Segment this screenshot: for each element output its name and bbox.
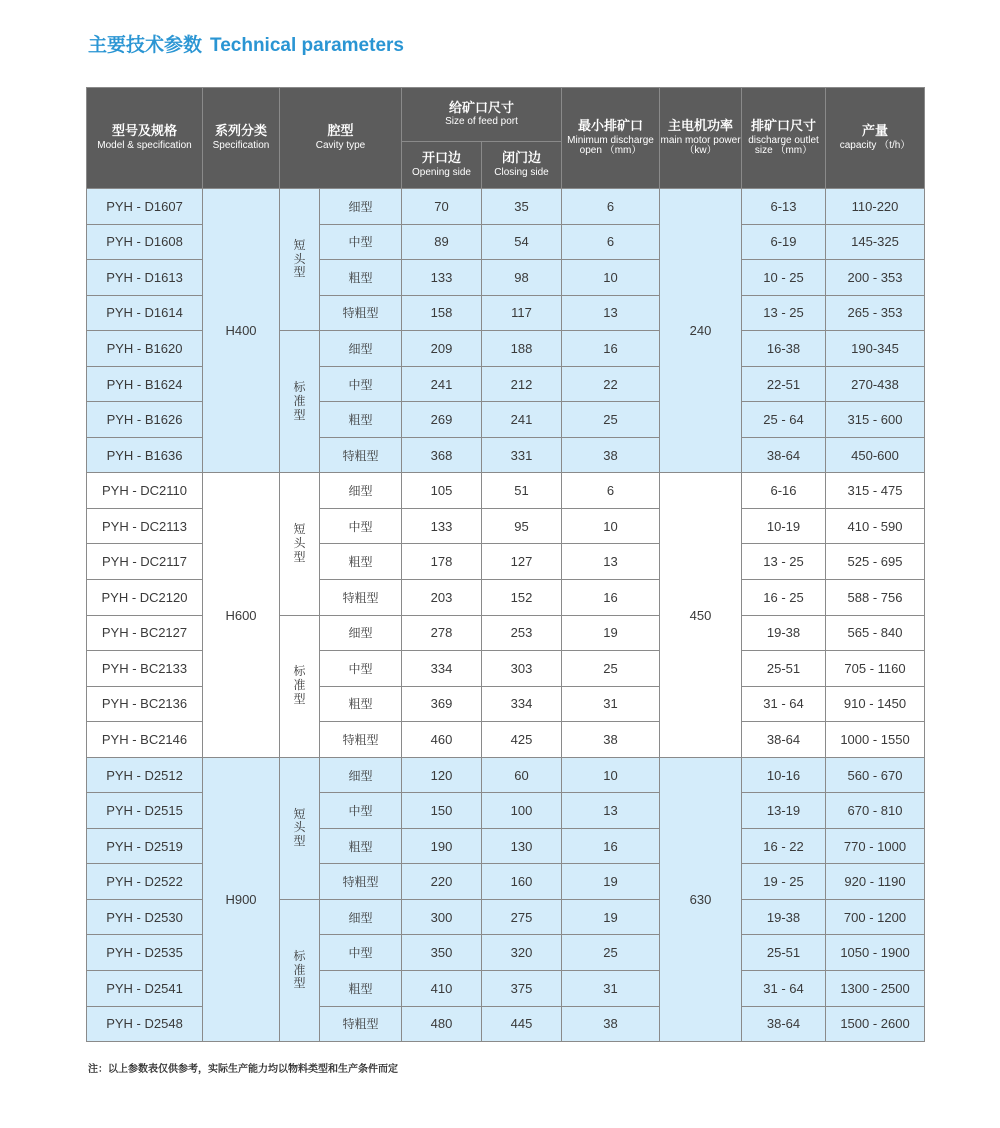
closing-side-cell: 275 bbox=[482, 899, 562, 935]
min-discharge-cell: 31 bbox=[562, 686, 660, 722]
capacity-cell: 700 - 1200 bbox=[826, 899, 925, 935]
capacity-cell: 145-325 bbox=[826, 224, 925, 260]
opening-side-cell: 209 bbox=[402, 331, 482, 367]
opening-side-cell: 220 bbox=[402, 864, 482, 900]
page-title bbox=[88, 30, 404, 57]
capacity-cell: 315 - 600 bbox=[826, 402, 925, 438]
opening-side-cell: 350 bbox=[402, 935, 482, 971]
specification-cell: H900 bbox=[203, 757, 280, 1041]
min-discharge-cell: 31 bbox=[562, 971, 660, 1007]
min-discharge-cell: 16 bbox=[562, 580, 660, 616]
table-row bbox=[87, 757, 925, 793]
model-cell: PYH - D2512 bbox=[87, 757, 203, 793]
min-discharge-cell: 19 bbox=[562, 864, 660, 900]
min-discharge-cell: 25 bbox=[562, 935, 660, 971]
page-title-zh: 主要技术参数 bbox=[88, 34, 203, 56]
cavity-type-cell: 特粗型 bbox=[320, 1006, 402, 1042]
outlet-size-cell: 10-19 bbox=[742, 508, 826, 544]
opening-side-cell: 410 bbox=[402, 971, 482, 1007]
opening-side-cell: 241 bbox=[402, 366, 482, 402]
model-cell: PYH - BC2136 bbox=[87, 686, 203, 722]
min-discharge-cell: 38 bbox=[562, 1006, 660, 1042]
outlet-size-cell: 31 - 64 bbox=[742, 686, 826, 722]
closing-side-cell: 35 bbox=[482, 189, 562, 225]
capacity-cell: 1050 - 1900 bbox=[826, 935, 925, 971]
header-closing-side: 闭门边 Closing side bbox=[482, 142, 562, 189]
closing-side-cell: 188 bbox=[482, 331, 562, 367]
cavity-group-cell bbox=[280, 757, 320, 899]
cavity-type-cell: 中型 bbox=[320, 793, 402, 829]
closing-side-cell: 152 bbox=[482, 580, 562, 616]
model-cell: PYH - B1626 bbox=[87, 402, 203, 438]
capacity-cell: 1500 - 2600 bbox=[826, 1006, 925, 1042]
capacity-cell: 200 - 353 bbox=[826, 260, 925, 296]
capacity-cell: 270-438 bbox=[826, 366, 925, 402]
min-discharge-cell: 16 bbox=[562, 828, 660, 864]
opening-side-cell: 190 bbox=[402, 828, 482, 864]
specification-cell: H400 bbox=[203, 189, 280, 473]
cavity-group-cell bbox=[280, 189, 320, 331]
outlet-size-cell: 16 - 25 bbox=[742, 580, 826, 616]
cavity-group-label: 短头型 bbox=[293, 237, 306, 280]
min-discharge-cell: 25 bbox=[562, 651, 660, 687]
closing-side-cell: 425 bbox=[482, 722, 562, 758]
opening-side-cell: 300 bbox=[402, 899, 482, 935]
model-cell: PYH - DC2113 bbox=[87, 508, 203, 544]
capacity-cell: 1300 - 2500 bbox=[826, 971, 925, 1007]
min-discharge-cell: 13 bbox=[562, 793, 660, 829]
model-cell: PYH - D2548 bbox=[87, 1006, 203, 1042]
cavity-type-cell: 细型 bbox=[320, 189, 402, 225]
cavity-group-label: 标准型 bbox=[293, 664, 306, 707]
cavity-group-label: 标准型 bbox=[293, 380, 306, 422]
cavity-type-cell: 中型 bbox=[320, 366, 402, 402]
cavity-type-cell: 特粗型 bbox=[320, 580, 402, 616]
opening-side-cell: 368 bbox=[402, 437, 482, 473]
model-cell: PYH - DC2110 bbox=[87, 473, 203, 509]
header-capacity: 产量 capacity （t/h） bbox=[826, 88, 925, 189]
cavity-type-cell: 细型 bbox=[320, 331, 402, 367]
closing-side-cell: 117 bbox=[482, 295, 562, 331]
technical-parameters-table bbox=[86, 87, 925, 1042]
header-min-discharge: 最小排矿口 Minimum discharge open （mm） bbox=[562, 88, 660, 189]
specification-cell: H600 bbox=[203, 473, 280, 757]
capacity-cell: 315 - 475 bbox=[826, 473, 925, 509]
opening-side-cell: 269 bbox=[402, 402, 482, 438]
outlet-size-cell: 38-64 bbox=[742, 722, 826, 758]
capacity-cell: 705 - 1160 bbox=[826, 651, 925, 687]
cavity-group-label: 短头型 bbox=[293, 522, 306, 564]
cavity-group-cell bbox=[280, 899, 320, 1041]
min-discharge-cell: 38 bbox=[562, 437, 660, 473]
opening-side-cell: 133 bbox=[402, 260, 482, 296]
cavity-type-cell: 细型 bbox=[320, 615, 402, 651]
motor-power-cell: 240 bbox=[660, 189, 742, 473]
capacity-cell: 110-220 bbox=[826, 189, 925, 225]
min-discharge-cell: 13 bbox=[562, 544, 660, 580]
capacity-cell: 910 - 1450 bbox=[826, 686, 925, 722]
capacity-cell: 410 - 590 bbox=[826, 508, 925, 544]
min-discharge-cell: 13 bbox=[562, 295, 660, 331]
model-cell: PYH - D2530 bbox=[87, 899, 203, 935]
model-cell: PYH - D1608 bbox=[87, 224, 203, 260]
motor-power-cell: 450 bbox=[660, 473, 742, 757]
outlet-size-cell: 38-64 bbox=[742, 1006, 826, 1042]
outlet-size-cell: 19 - 25 bbox=[742, 864, 826, 900]
min-discharge-cell: 10 bbox=[562, 508, 660, 544]
closing-side-cell: 98 bbox=[482, 260, 562, 296]
opening-side-cell: 105 bbox=[402, 473, 482, 509]
outlet-size-cell: 19-38 bbox=[742, 899, 826, 935]
closing-side-cell: 303 bbox=[482, 651, 562, 687]
header-specification: 系列分类 Specification bbox=[203, 88, 280, 189]
outlet-size-cell: 25-51 bbox=[742, 935, 826, 971]
header-motor-power: 主电机功率 main motor power （kw） bbox=[660, 88, 742, 189]
model-cell: PYH - BC2133 bbox=[87, 651, 203, 687]
outlet-size-cell: 10-16 bbox=[742, 757, 826, 793]
outlet-size-cell: 6-16 bbox=[742, 473, 826, 509]
closing-side-cell: 334 bbox=[482, 686, 562, 722]
header-opening-side: 开口边 Opening side bbox=[402, 142, 482, 189]
capacity-cell: 450-600 bbox=[826, 437, 925, 473]
min-discharge-cell: 19 bbox=[562, 615, 660, 651]
capacity-cell: 560 - 670 bbox=[826, 757, 925, 793]
model-cell: PYH - DC2120 bbox=[87, 580, 203, 616]
closing-side-cell: 445 bbox=[482, 1006, 562, 1042]
model-cell: PYH - D2522 bbox=[87, 864, 203, 900]
min-discharge-cell: 16 bbox=[562, 331, 660, 367]
model-cell: PYH - B1636 bbox=[87, 437, 203, 473]
outlet-size-cell: 13 - 25 bbox=[742, 295, 826, 331]
model-cell: PYH - B1620 bbox=[87, 331, 203, 367]
closing-side-cell: 60 bbox=[482, 757, 562, 793]
header-outlet-size: 排矿口尺寸 discharge outlet size （mm） bbox=[742, 88, 826, 189]
outlet-size-cell: 31 - 64 bbox=[742, 971, 826, 1007]
model-cell: PYH - D1607 bbox=[87, 189, 203, 225]
capacity-cell: 588 - 756 bbox=[826, 580, 925, 616]
model-cell: PYH - D2541 bbox=[87, 971, 203, 1007]
cavity-group-label: 短头型 bbox=[293, 806, 306, 849]
header-feed-port: 给矿口尺寸 Size of feed port bbox=[402, 88, 562, 142]
outlet-size-cell: 25-51 bbox=[742, 651, 826, 687]
capacity-cell: 770 - 1000 bbox=[826, 828, 925, 864]
cavity-type-cell: 特粗型 bbox=[320, 295, 402, 331]
outlet-size-cell: 13 - 25 bbox=[742, 544, 826, 580]
min-discharge-cell: 10 bbox=[562, 757, 660, 793]
outlet-size-cell: 13-19 bbox=[742, 793, 826, 829]
min-discharge-cell: 6 bbox=[562, 473, 660, 509]
model-cell: PYH - B1624 bbox=[87, 366, 203, 402]
opening-side-cell: 460 bbox=[402, 722, 482, 758]
outlet-size-cell: 6-13 bbox=[742, 189, 826, 225]
model-cell: PYH - D2519 bbox=[87, 828, 203, 864]
opening-side-cell: 203 bbox=[402, 580, 482, 616]
capacity-cell: 190-345 bbox=[826, 331, 925, 367]
header-model: 型号及规格 Model & specification bbox=[87, 88, 203, 189]
model-cell: PYH - D1614 bbox=[87, 295, 203, 331]
cavity-type-cell: 细型 bbox=[320, 473, 402, 509]
cavity-group-label: 标准型 bbox=[293, 948, 306, 991]
opening-side-cell: 89 bbox=[402, 224, 482, 260]
cavity-type-cell: 粗型 bbox=[320, 828, 402, 864]
outlet-size-cell: 10 - 25 bbox=[742, 260, 826, 296]
closing-side-cell: 130 bbox=[482, 828, 562, 864]
min-discharge-cell: 19 bbox=[562, 899, 660, 935]
cavity-type-cell: 中型 bbox=[320, 935, 402, 971]
opening-side-cell: 158 bbox=[402, 295, 482, 331]
closing-side-cell: 100 bbox=[482, 793, 562, 829]
cavity-type-cell: 中型 bbox=[320, 224, 402, 260]
cavity-type-cell: 特粗型 bbox=[320, 437, 402, 473]
capacity-cell: 1000 - 1550 bbox=[826, 722, 925, 758]
model-cell: PYH - D1613 bbox=[87, 260, 203, 296]
min-discharge-cell: 6 bbox=[562, 189, 660, 225]
closing-side-cell: 127 bbox=[482, 544, 562, 580]
page-title-en: Technical parameters bbox=[210, 35, 404, 56]
outlet-size-cell: 16-38 bbox=[742, 331, 826, 367]
cavity-type-cell: 粗型 bbox=[320, 260, 402, 296]
closing-side-cell: 212 bbox=[482, 366, 562, 402]
closing-side-cell: 375 bbox=[482, 971, 562, 1007]
opening-side-cell: 178 bbox=[402, 544, 482, 580]
cavity-type-cell: 细型 bbox=[320, 757, 402, 793]
capacity-cell: 920 - 1190 bbox=[826, 864, 925, 900]
outlet-size-cell: 25 - 64 bbox=[742, 402, 826, 438]
opening-side-cell: 133 bbox=[402, 508, 482, 544]
outlet-size-cell: 22-51 bbox=[742, 366, 826, 402]
closing-side-cell: 241 bbox=[482, 402, 562, 438]
min-discharge-cell: 6 bbox=[562, 224, 660, 260]
cavity-type-cell: 细型 bbox=[320, 899, 402, 935]
min-discharge-cell: 25 bbox=[562, 402, 660, 438]
model-cell: PYH - BC2146 bbox=[87, 722, 203, 758]
capacity-cell: 565 - 840 bbox=[826, 615, 925, 651]
closing-side-cell: 51 bbox=[482, 473, 562, 509]
outlet-size-cell: 6-19 bbox=[742, 224, 826, 260]
min-discharge-cell: 10 bbox=[562, 260, 660, 296]
min-discharge-cell: 38 bbox=[562, 722, 660, 758]
capacity-cell: 670 - 810 bbox=[826, 793, 925, 829]
closing-side-cell: 320 bbox=[482, 935, 562, 971]
capacity-cell: 265 - 353 bbox=[826, 295, 925, 331]
table-body bbox=[87, 189, 925, 1042]
capacity-cell: 525 - 695 bbox=[826, 544, 925, 580]
opening-side-cell: 70 bbox=[402, 189, 482, 225]
cavity-type-cell: 粗型 bbox=[320, 544, 402, 580]
opening-side-cell: 334 bbox=[402, 651, 482, 687]
outlet-size-cell: 19-38 bbox=[742, 615, 826, 651]
footnote: 注：以上参数表仅供参考，实际生产能力均以物料类型和生产条件而定 bbox=[88, 1064, 398, 1075]
model-cell: PYH - D2515 bbox=[87, 793, 203, 829]
closing-side-cell: 160 bbox=[482, 864, 562, 900]
opening-side-cell: 369 bbox=[402, 686, 482, 722]
outlet-size-cell: 16 - 22 bbox=[742, 828, 826, 864]
min-discharge-cell: 22 bbox=[562, 366, 660, 402]
motor-power-cell: 630 bbox=[660, 757, 742, 1041]
cavity-type-cell: 粗型 bbox=[320, 971, 402, 1007]
cavity-type-cell: 粗型 bbox=[320, 402, 402, 438]
header-cavity: 腔型 Cavity type bbox=[280, 88, 402, 189]
cavity-type-cell: 特粗型 bbox=[320, 722, 402, 758]
opening-side-cell: 150 bbox=[402, 793, 482, 829]
cavity-type-cell: 中型 bbox=[320, 651, 402, 687]
cavity-type-cell: 特粗型 bbox=[320, 864, 402, 900]
model-cell: PYH - BC2127 bbox=[87, 615, 203, 651]
cavity-group-cell bbox=[280, 615, 320, 757]
model-cell: PYH - D2535 bbox=[87, 935, 203, 971]
opening-side-cell: 480 bbox=[402, 1006, 482, 1042]
outlet-size-cell: 38-64 bbox=[742, 437, 826, 473]
closing-side-cell: 54 bbox=[482, 224, 562, 260]
opening-side-cell: 278 bbox=[402, 615, 482, 651]
model-cell: PYH - DC2117 bbox=[87, 544, 203, 580]
opening-side-cell: 120 bbox=[402, 757, 482, 793]
table-row bbox=[87, 473, 925, 509]
cavity-type-cell: 中型 bbox=[320, 508, 402, 544]
closing-side-cell: 253 bbox=[482, 615, 562, 651]
closing-side-cell: 95 bbox=[482, 508, 562, 544]
cavity-group-cell bbox=[280, 473, 320, 615]
cavity-type-cell: 粗型 bbox=[320, 686, 402, 722]
cavity-group-cell bbox=[280, 331, 320, 473]
closing-side-cell: 331 bbox=[482, 437, 562, 473]
table-row bbox=[87, 189, 925, 225]
